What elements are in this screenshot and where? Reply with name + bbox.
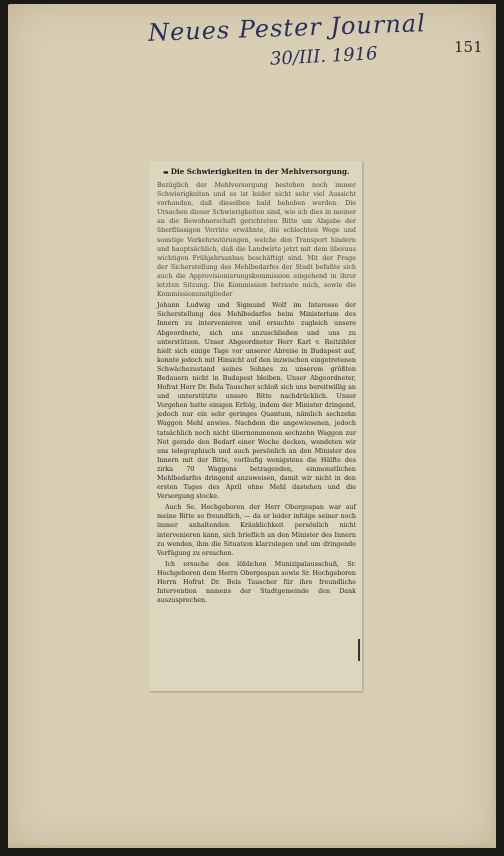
article-paragraph-1: Bezüglich der Mehlversorgung bestehen noch immer Schwierigkeiten und es ist leider nicht sehr viel Aussicht vorhanden, daß dieselben bald behoben werden. Die Ursachen dieser Schwierigkeiten sind, wie ich dies in meiner an die Bewohnerschaft gerichteten Bitte um Abgabe der überflüssigen Vorräte erwähnte, die schlechten Wege und sonstige Verkehrsstörungen, welche den Transport hindern und hauptsächlich, daß die Landwirte jetzt mit dem überaus wichtigen Frühjahrsanbau beschäftigt sind. Mit der Frage der Sicherstellung des Mehlbedarfes der Stadt befaßte sich auch die Approvisionierungskommission eingehend in ihrer letzten Sitzung. Die Kommission betraute mich, sowie die Kommissionsmitglieder — [157, 182, 356, 299]
page-number: 151 — [454, 38, 483, 56]
margin-mark-end — [358, 639, 360, 661]
handwritten-date: 30/III. 1916 — [269, 43, 379, 70]
archive-page — [8, 4, 496, 848]
article-paragraph-3: Auch Se. Hochgeboren der Herr Obergespan war auf meine Bitte so freundlich, — da er leider infolge seiner noch immer anhaltenden Kränklichkeit persönlich nicht intervenieren kann, sich brieflich an den Minister des Innern zu wenden, ihm die Situation klarzulegen und um dringende Verfügung zu ersuchen. — [157, 504, 356, 557]
article-title: ▬ Die Schwierigkeiten in der Mehlversorgung. — [163, 167, 356, 176]
article-paragraph-2: Johann Ludwig und Sigmund Wolf im Interesse der Sicherstellung des Mehlbedarfes beim Ministerium des Innern zu intervenieren und ersuchte zugleich unsere Abgeordnete, sich uns anzuschließen und uns zu unterstützen. Unser Abgeordneter Herr Karl v. Reitzibler hielt sich einige Tage vor unserer Abreise in Budapest auf, konnte jedoch mit Hinsicht auf den inzwischen eingetretenen Schwächezustand seines Sohnes zu unserem größten Bedauern nicht in Budapest bleiben. Unser Abgeordneter, Hofrat Herr Dr. Bela Tauscher schloß sich uns bereitwillig an und unterstützte unsere Bitte nachdrücklich. Unser Vorgehen hatte einigen Erfolg, indem der Minister dringend, jedoch nur ein sehr geringes Quantum, nämlich sechzehn Waggon Mehl anwies. Nachdem die angewiesenen, jedoch tatsächlich noch nicht übernommenen sechzehn Waggon zur Not gerade den Bedarf einer Woche decken, wendeten wir uns telegraphisch und auch persönlich an den Minister des Innern mit der Bitte, vorläufig wenigstens die Hälfte des zirka 70 Waggons betragenden, einmonatlichen Mehlbedarfes dringend anzuweisen, damit wir nicht in den ersten Tages des April ohne Mehl dastehen und die Versorgung stocke. — [157, 302, 356, 501]
newspaper-clipping — [149, 161, 362, 691]
article-paragraph-4: Ich ersuche den löblichen Munizipalausschuß, Sr. Hochgeboren dem Herrn Obergespan sowie Sr. Hochgeboren Herrn Hofrat Dr. Bela Tauscher für ihre freundliche Intervention namens der Stadtgemeinde den Dank auszusprechen. — [157, 560, 356, 605]
handwritten-newspaper-name: Neues Pester Journal — [147, 9, 427, 47]
